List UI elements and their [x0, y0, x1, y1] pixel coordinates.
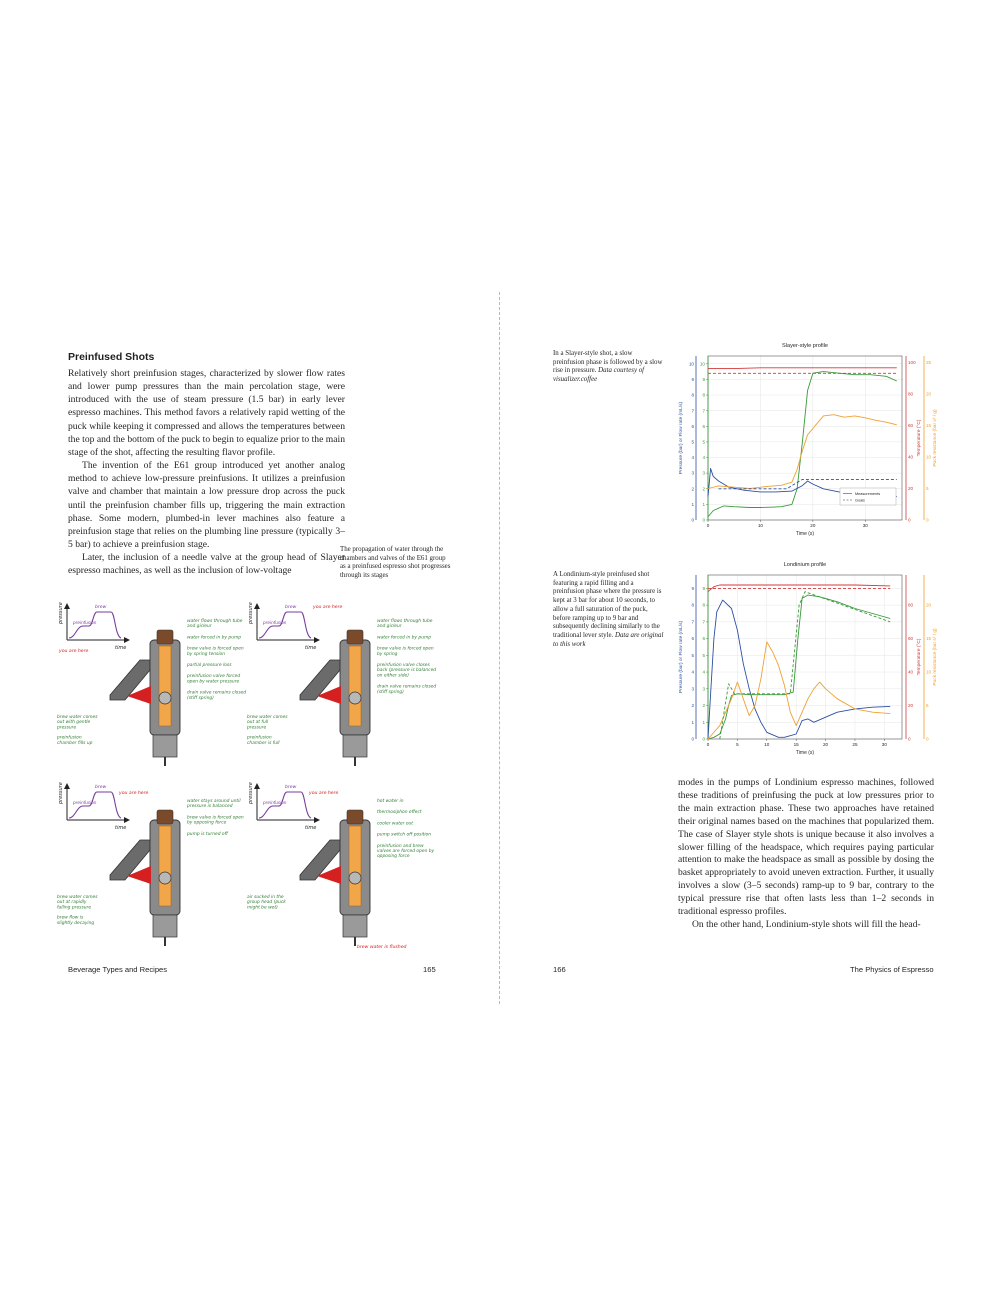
figure-caption-londinium	[553, 571, 665, 649]
annotation-note: cooler water out	[377, 821, 414, 827]
annotation-note: slightly decaying	[57, 920, 95, 926]
valve-cam	[159, 872, 171, 884]
caption-credit: Data courtesy of visualizer.coffee	[553, 367, 645, 384]
x-tick-label: 20	[810, 523, 816, 528]
x-tick-label: 10	[757, 523, 763, 528]
y-tick-label: 0	[691, 517, 694, 523]
annotation-note: (stiff spring)	[377, 689, 404, 695]
pressure-curve	[259, 792, 311, 818]
pressure-curve	[259, 612, 311, 638]
plot-frame	[708, 575, 902, 739]
y-tick-label: 5	[702, 439, 705, 445]
annotation-note: might be wet)	[247, 905, 278, 911]
annotation-note: brew valve is forced open	[187, 646, 244, 652]
x-tick-label: 15	[793, 742, 799, 747]
portafilter-base	[343, 915, 367, 937]
portafilter-base	[343, 735, 367, 757]
y-tick-label: 2	[702, 703, 705, 709]
arrow-up-icon	[254, 783, 260, 789]
mini-graph-label: preinfusion	[263, 800, 287, 805]
annotation-note: brew water comes	[57, 715, 98, 720]
annotation-note: partial pressure loss	[187, 663, 232, 668]
y-tick-label: 5	[691, 439, 694, 445]
group-head-cap	[347, 810, 363, 824]
annotation-note: water forced in by pump	[187, 635, 242, 641]
annotation-note: brew water comes	[247, 715, 288, 720]
y2-tick-label: 80	[908, 602, 914, 608]
chart-title: Londinium profile	[783, 562, 827, 568]
y-tick-label: 3	[702, 686, 705, 692]
y2-tick-label: 60	[908, 422, 914, 428]
y-tick-label: 1	[702, 719, 705, 725]
annotation-note: chamber is full	[247, 740, 280, 746]
y-tick-label: 7	[702, 408, 705, 414]
annotation-note: brew valve is forced open	[377, 646, 434, 652]
arrow-up-icon	[64, 783, 70, 789]
y-tick-label: 3	[702, 470, 705, 476]
y-tick-label: 2	[702, 486, 705, 492]
annotation-note: by spring	[377, 651, 398, 657]
y3-tick-label: 10	[926, 454, 932, 460]
x-tick-label: 25	[852, 742, 858, 747]
y-tick-label: 4	[691, 669, 694, 675]
group-head-cap	[157, 630, 173, 644]
group-head-cap	[347, 630, 363, 644]
annotation-note: brew valve is forced open	[187, 815, 244, 821]
y3-tick-label: 10	[926, 669, 932, 675]
y-tick-label: 1	[691, 719, 694, 725]
water-channel	[349, 826, 361, 906]
x-axis-label: Time (s)	[795, 531, 815, 537]
water-channel	[349, 646, 361, 726]
annotation-note: pump switch off position	[377, 832, 432, 838]
right-body-text	[678, 777, 934, 932]
y3-tick-label: 20	[926, 602, 932, 608]
annotation-note: back (pressure is balanced	[377, 668, 437, 674]
annotation-note: brew water comes	[57, 895, 98, 900]
y-tick-label: 8	[702, 392, 705, 398]
y3-tick-label: 15	[926, 422, 932, 428]
annotation-note: drain valve remains closed	[377, 684, 437, 690]
y2-tick-label: 80	[908, 391, 914, 397]
x-tick-label: 0	[706, 523, 710, 528]
arrow-up-icon	[254, 603, 260, 609]
mini-graph-xlabel: time	[305, 825, 317, 831]
y-tick-label: 0	[702, 736, 705, 742]
caption-text: A Londinium-style preinfused shot featuring a rapid filling and a preinfusion phase where the pressure is kept at 3 bar for about 10 seconds, to allow a full saturation of the puck, before ramping up to 9 bar and subsequently declining similarly to the traditional lever style.	[553, 571, 662, 639]
left-body-text	[68, 367, 345, 578]
annotation-note: by opposing force	[187, 820, 227, 826]
y-tick-label: 2	[691, 703, 694, 709]
x-tick-label: 30	[881, 742, 887, 747]
figure-caption-propagation: The propagation of water through the chambers and valves of the E61 group as a preinfused espresso shot progresses through its stages	[340, 546, 451, 580]
annotation-note: thermosiphon effect	[377, 810, 422, 816]
y-tick-label: 2	[691, 486, 694, 492]
series-line	[708, 642, 890, 739]
y-tick-label: 1	[691, 501, 694, 507]
annotation-note: and gicleur	[377, 624, 402, 630]
mini-graph-label: brew	[285, 785, 297, 790]
y3-tick-label: 0	[926, 517, 929, 523]
annotation-note: preinfusion valve closes	[377, 663, 430, 668]
footer-title-left: Beverage Types and Recipes	[68, 965, 168, 974]
mini-graph-label: brew	[95, 605, 107, 610]
valve-cam	[349, 872, 361, 884]
paragraph: The invention of the E61 group introduced yet another analog method to achieve low-pressure preinfusions. It utilizes a preinfusion valve and chamber that maintain a low pressure drop across the puck until the preinfusion chamber fills up, triggering the main extraction phase. Some modern, plumbed-in lever machines also feature a preinfusion stage that relies on the plumbing line pressure (typically 3–5 bar) to achieve a preinfusion stage.	[68, 460, 345, 551]
y-tick-label: 9	[691, 377, 694, 383]
page-number-left: 165	[423, 965, 436, 974]
x-tick-label: 10	[764, 742, 770, 747]
annotation-note: out at full	[247, 720, 269, 726]
annotation-note: open by water pressure	[187, 679, 240, 685]
y-tick-label: 4	[702, 669, 705, 675]
y-tick-label: 0	[702, 517, 705, 523]
y2-tick-label: 100	[908, 359, 916, 365]
paragraph: Relatively short preinfusion stages, characterized by slower flow rates and lower pump pressures than the main percolation stage, were introduced with the use of steam pressure (1.5 bar) in early lever espresso machines. This method favors a relatively rapid wetting of the puck while keeping it compressed and allows the temperatures between the top and the bottom of the puck to begin to equalize prior to the main stage of the shot, affecting the resulting flavor profile.	[68, 368, 345, 458]
annotation-note: preinfusion and brew	[377, 843, 424, 849]
annotation-note: out at rapidly	[57, 900, 87, 906]
caption-text: In a Slayer-style shot, a slow preinfusion phase is followed by a slow rise in pressure.	[553, 350, 663, 375]
x-tick-label: 0	[706, 742, 710, 747]
y-axis-label: Pressure (bar) or Flow rate (mL/s)	[679, 620, 684, 694]
mini-graph-label: preinfusion	[73, 620, 97, 625]
y2-tick-label: 20	[908, 703, 914, 709]
mini-graph-ylabel: pressure	[248, 602, 254, 624]
y2-axis-label: Temperature (°C)	[917, 638, 922, 676]
legend-box	[840, 488, 896, 505]
y3-tick-label: 0	[926, 736, 929, 742]
y-tick-label: 9	[702, 585, 705, 591]
slayer-profile-chart	[672, 338, 940, 542]
y-tick-label: 3	[691, 686, 694, 692]
y2-tick-label: 40	[908, 669, 914, 675]
y-tick-label: 4	[702, 455, 705, 461]
valve-cam	[159, 692, 171, 704]
y-tick-label: 8	[702, 602, 705, 608]
y-tick-label: 7	[691, 619, 694, 625]
you-are-here-marker: you are here	[119, 791, 149, 796]
annotation-note: preinfusion valve forced	[187, 674, 241, 680]
y2-tick-label: 0	[908, 736, 911, 742]
e61-diagram-1	[55, 600, 265, 770]
y-tick-label: 6	[702, 423, 705, 429]
y-tick-label: 7	[702, 619, 705, 625]
portafilter-base	[153, 915, 177, 937]
mini-graph-xlabel: time	[115, 645, 127, 651]
page-number-right: 166	[553, 965, 566, 974]
y3-tick-label: 5	[926, 703, 929, 709]
y3-tick-label: 5	[926, 486, 929, 492]
you-are-here-marker: you are here	[309, 791, 339, 796]
mini-graph-label: preinfusion	[73, 800, 97, 805]
paragraph: modes in the pumps of Londinium espresso machines, followed these traditions of preinfusing the puck at low pressures prior to the main extraction phase. These two approaches have retained their original names based on the machines that popularized them. The case of Slayer style shots is unique because it also involves a slower filling of the headspace, which requires paying particular attention to make the headspace as small as possible by dosing the basket appropriately to avoid uneven extraction. Further, it usually involves a slow (3–5 seconds) ramp-up to 9 bar, contrary to the typical pressure rise that often lasts less than 1–2 seconds in traditional espresso profiles.	[678, 777, 934, 918]
y-tick-label: 6	[691, 636, 694, 642]
portafilter-base	[153, 735, 177, 757]
annotation-note: on either side)	[377, 673, 409, 679]
annotation-note: valves are forced open by	[377, 849, 435, 854]
annotation-note: preinfusion	[57, 735, 82, 741]
arrow-right-icon	[314, 817, 320, 823]
annotation-note: preinfusion	[247, 735, 272, 741]
valve-cam	[349, 692, 361, 704]
y-tick-label: 5	[702, 652, 705, 658]
pressure-curve	[69, 792, 121, 818]
annotation-note: falling pressure	[57, 905, 92, 911]
y-tick-label: 5	[691, 652, 694, 658]
mini-graph-label: preinfusion	[263, 620, 287, 625]
x-tick-label: 30	[862, 523, 868, 528]
y2-tick-label: 60	[908, 636, 914, 642]
annotation-note: brew water is flushed	[357, 945, 407, 950]
annotation-note: (stiff spring)	[187, 695, 214, 701]
annotation-note: by spring tension	[187, 651, 226, 657]
annotation-note: pressure	[57, 725, 77, 731]
y2-tick-label: 20	[908, 486, 914, 492]
annotation-note: water forced in by pump	[377, 635, 432, 641]
y3-tick-label: 25	[926, 359, 932, 365]
mini-graph-label: brew	[95, 785, 107, 790]
y3-tick-label: 15	[926, 636, 932, 642]
footer-title-right: The Physics of Espresso	[850, 965, 934, 974]
mini-graph-xlabel: time	[115, 825, 127, 831]
mini-graph-label: brew	[285, 605, 297, 610]
e61-diagram-4	[245, 780, 455, 950]
annotation-note: water flows through tube	[377, 619, 433, 624]
annotation-note: water flows through tube	[187, 619, 243, 624]
paragraph: Later, the inclusion of a needle valve at the group head of Slayer espresso machines, as well as the inclusion of low-voltage	[68, 552, 345, 577]
y3-axis-label: Puck resistance (bar s² / g)	[933, 628, 938, 686]
annotation-note: pump is turned off	[187, 831, 228, 837]
arrow-right-icon	[124, 817, 130, 823]
annotation-note: water stays around until	[187, 799, 241, 804]
y2-tick-label: 40	[908, 454, 914, 460]
water-channel	[159, 646, 171, 726]
figure-caption-slayer	[553, 350, 665, 385]
mini-graph-ylabel: pressure	[58, 602, 64, 624]
x-tick-label: 20	[823, 742, 829, 747]
y-tick-label: 6	[702, 636, 705, 642]
legend-entry: Measurements	[855, 492, 881, 496]
annotation-note: group head (puck	[247, 900, 286, 906]
legend-entry: Goals	[855, 498, 865, 503]
section-heading: Preinfused Shots	[68, 351, 155, 363]
series-line	[708, 595, 890, 739]
chart-title: Slayer-style profile	[781, 343, 829, 349]
y-tick-label: 9	[691, 585, 694, 591]
y-tick-label: 8	[691, 392, 694, 398]
y2-tick-label: 0	[908, 517, 911, 523]
y-tick-label: 0	[691, 736, 694, 742]
arrow-up-icon	[64, 603, 70, 609]
y-axis-label: Pressure (bar) or Flow rate (mL/s)	[679, 401, 684, 475]
annotation-note: pressure is balanced	[187, 804, 233, 810]
y-tick-label: 10	[699, 361, 705, 367]
page-divider	[499, 292, 500, 1004]
y3-axis-label: Puck resistance (bar s² / g)	[933, 409, 938, 467]
y-tick-label: 7	[691, 408, 694, 414]
mini-graph-ylabel: pressure	[58, 782, 64, 804]
mini-graph-ylabel: pressure	[248, 782, 254, 804]
y-tick-label: 9	[702, 377, 705, 383]
mini-graph-xlabel: time	[305, 645, 317, 651]
y3-tick-label: 20	[926, 391, 932, 397]
annotation-note: and gicleur	[187, 624, 212, 630]
series-line	[708, 415, 897, 489]
y-tick-label: 10	[688, 361, 694, 367]
y-tick-label: 1	[702, 501, 705, 507]
annotation-note: drain valve remains closed	[187, 690, 247, 696]
annotation-note: opposing force	[377, 854, 410, 860]
caption-credit: Data are original to this work	[553, 631, 664, 648]
x-axis-label: Time (s)	[795, 750, 815, 756]
e61-diagram-2	[245, 600, 455, 770]
arrow-right-icon	[124, 637, 130, 643]
annotation-note: chamber fills up	[57, 740, 93, 746]
arrow-right-icon	[314, 637, 320, 643]
x-tick-label: 5	[736, 742, 739, 747]
annotation-note: pressure	[247, 725, 267, 731]
goal-line	[720, 592, 890, 739]
londinium-profile-chart	[672, 557, 940, 761]
you-are-here-marker: you are here	[59, 649, 89, 654]
annotation-note: brew flow is	[57, 915, 84, 921]
annotation-note: air sucked in the	[247, 895, 284, 900]
y-tick-label: 8	[691, 602, 694, 608]
paragraph: On the other hand, Londinium-style shots will fill the head-	[692, 918, 921, 930]
y-tick-label: 3	[691, 470, 694, 476]
annotation-note: hot water in	[377, 799, 404, 804]
y-tick-label: 4	[691, 455, 694, 461]
you-are-here-marker: you are here	[313, 605, 343, 610]
e61-diagram-3	[55, 780, 265, 950]
annotation-note: out with gentle	[57, 720, 91, 726]
pressure-curve	[69, 612, 121, 638]
y2-axis-label: Temperature (°C)	[917, 419, 922, 457]
y-tick-label: 6	[691, 423, 694, 429]
group-head-cap	[157, 810, 173, 824]
series-line	[708, 368, 897, 369]
water-channel	[159, 826, 171, 906]
